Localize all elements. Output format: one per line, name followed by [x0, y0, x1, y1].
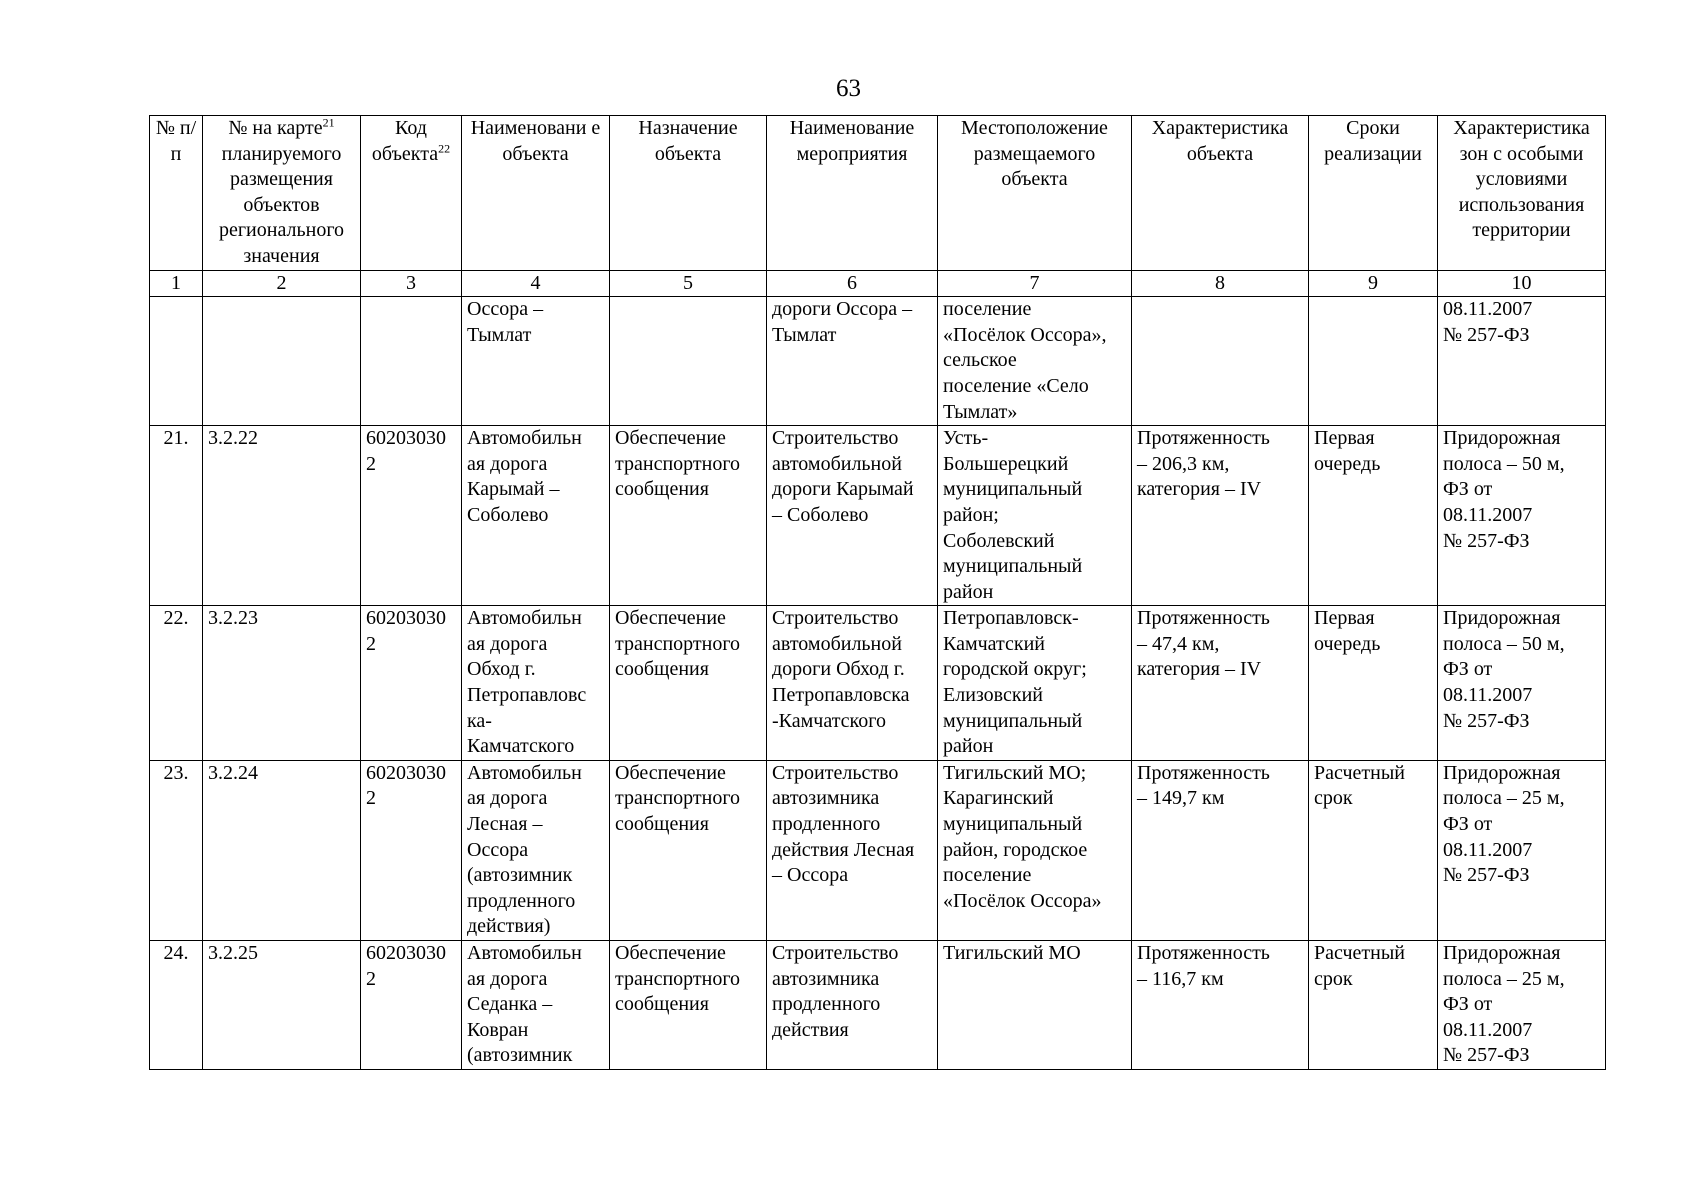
- cell-line: – 206,3 км,: [1137, 452, 1230, 475]
- table-body: [150, 297, 1606, 1070]
- cell-line: ая дорога: [467, 632, 548, 655]
- header-cell-terms: Сроки реализации: [1309, 116, 1438, 271]
- cell-line: срок: [1314, 967, 1353, 990]
- cell-line: муниципальный: [943, 478, 1083, 501]
- cell-line: Елизовский: [943, 684, 1044, 707]
- cell-line: Обход г.: [467, 658, 536, 681]
- header-cell-measure: Наименование мероприятия: [767, 116, 938, 271]
- cell-line: Карагинский: [943, 787, 1054, 810]
- column-number: 6: [767, 270, 938, 297]
- cell-line: № 257-ФЗ: [1443, 529, 1530, 552]
- cell-line: сообщения: [615, 658, 709, 681]
- cell-line: ФЗ от: [1443, 993, 1493, 1016]
- cell-measure: [767, 606, 938, 761]
- cell-line: 60203030: [366, 427, 446, 450]
- cell-num: [150, 297, 203, 426]
- cell-line: Обеспечение: [615, 607, 726, 630]
- footnote-ref-22: 22: [438, 140, 451, 155]
- cell-line: ая дорога: [467, 452, 548, 475]
- cell-line: муниципальный: [943, 709, 1083, 732]
- table-row: [150, 426, 1606, 606]
- cell-line: Обеспечение: [615, 761, 726, 784]
- cell-line: Протяженность: [1137, 761, 1270, 784]
- cell-code: [361, 426, 462, 606]
- cell-line: Автомобильн: [467, 607, 582, 630]
- cell-line: Лесная –: [467, 813, 543, 836]
- cell-line: Петропавловска: [772, 684, 910, 707]
- cell-line: Седанка –: [467, 993, 553, 1016]
- cell-num: 23.: [150, 760, 203, 940]
- cell-line: Обеспечение: [615, 942, 726, 964]
- cell-line: дороги Карымай: [772, 478, 914, 501]
- cell-line: 60203030: [366, 761, 446, 784]
- column-number: 10: [1438, 270, 1606, 297]
- cell-line: муниципальный: [943, 813, 1083, 836]
- cell-line: очередь: [1314, 452, 1381, 475]
- cell-line: 08.11.2007: [1443, 298, 1533, 321]
- cell-line: Автомобильн: [467, 761, 582, 784]
- cell-zones: [1438, 426, 1606, 606]
- cell-line: продленного: [467, 889, 576, 912]
- cell-line: полоса – 50 м,: [1443, 452, 1565, 475]
- cell-num: 21.: [150, 426, 203, 606]
- cell-terms: [1309, 941, 1438, 1070]
- cell-line: № 257-ФЗ: [1443, 864, 1530, 887]
- cell-line: (автозимник: [467, 864, 573, 887]
- column-number-row: [150, 270, 1606, 297]
- cell-line: -Камчатского: [772, 709, 886, 732]
- cell-line: – Соболево: [772, 503, 869, 526]
- header-cell-purpose: Назначение объекта: [610, 116, 767, 271]
- table-row: [150, 760, 1606, 940]
- cell-terms: [1309, 426, 1438, 606]
- cell-line: Ковран: [467, 1018, 529, 1041]
- cell-purpose: [610, 426, 767, 606]
- cell-line: 2: [366, 452, 376, 475]
- header-cell-characteristic: Характеристика объекта: [1132, 116, 1309, 271]
- header-cell-code: Код объекта$^{22}$: [361, 116, 462, 271]
- cell-line: район: [943, 735, 994, 758]
- cell-line: транспортного: [615, 632, 741, 655]
- cell-line: Строительство: [772, 427, 899, 450]
- cell-line: Первая: [1314, 607, 1375, 630]
- cell-line: № 257-ФЗ: [1443, 323, 1530, 346]
- cell-line: Тымлат»: [943, 400, 1018, 423]
- cell-line: Тымлат: [772, 323, 837, 346]
- cell-num: 22.: [150, 606, 203, 761]
- cell-line: продленного: [772, 813, 881, 836]
- cell-line: Соболево: [467, 503, 549, 526]
- cell-line: – Оссора: [772, 864, 849, 887]
- cell-line: Камчатского: [467, 735, 575, 758]
- cell-map-no: [203, 297, 361, 426]
- cell-line: Тигильский МО;: [943, 761, 1087, 784]
- header-cell-map-no: № на карте$^{21}$ планируемого размещения объектов регионального значения: [203, 116, 361, 271]
- header-cell-zones: Характеристика зон с особыми условиями использования территории: [1438, 116, 1606, 271]
- cell-name: [462, 606, 610, 761]
- header-cell-name: Наименовани е объекта: [462, 116, 610, 271]
- cell-line: «Посёлок Оссора»,: [943, 323, 1107, 346]
- cell-line: Автомобильн: [467, 427, 582, 450]
- cell-line: автомобильной: [772, 632, 902, 655]
- cell-line: 08.11.2007: [1443, 684, 1533, 707]
- cell-purpose: [610, 941, 767, 1070]
- cell-line: транспортного: [615, 787, 741, 810]
- column-number: 2: [203, 270, 361, 297]
- cell-line: дороги Оссора –: [772, 298, 913, 321]
- table-row: [150, 297, 1606, 426]
- cell-zones: [1438, 941, 1606, 1070]
- cell-line: категория – IV: [1137, 658, 1262, 681]
- cell-map-no: 3.2.22: [203, 426, 361, 606]
- cell-line: срок: [1314, 787, 1353, 810]
- cell-line: сообщения: [615, 813, 709, 836]
- cell-line: автозимника: [772, 787, 880, 810]
- cell-line: Протяженность: [1137, 427, 1270, 450]
- cell-line: транспортного: [615, 452, 741, 475]
- column-number: 3: [361, 270, 462, 297]
- page-number: 63: [836, 75, 861, 102]
- cell-terms: [1309, 297, 1438, 426]
- regional-objects-table: [149, 115, 1606, 1070]
- cell-characteristic: [1132, 941, 1309, 1070]
- cell-line: – 116,7 км: [1137, 967, 1224, 990]
- cell-line: «Посёлок Оссора»: [943, 889, 1102, 912]
- cell-name: [462, 941, 610, 1070]
- cell-purpose: [610, 606, 767, 761]
- cell-line: поселение: [943, 864, 1032, 887]
- cell-num: 24.: [150, 941, 203, 1070]
- cell-line: поселение: [943, 298, 1032, 321]
- cell-line: – 47,4 км,: [1137, 632, 1220, 655]
- cell-line: Строительство: [772, 607, 899, 630]
- footnote-ref-21: 21: [322, 115, 335, 130]
- cell-code: [361, 941, 462, 1070]
- cell-line: действия): [467, 915, 551, 938]
- header-cell-num: № п/п: [150, 116, 203, 271]
- cell-line: полоса – 25 м,: [1443, 967, 1565, 990]
- cell-name: [462, 760, 610, 940]
- cell-line: ФЗ от: [1443, 658, 1493, 681]
- cell-name: [462, 297, 610, 426]
- cell-line: 60203030: [366, 942, 446, 964]
- cell-line: Строительство: [772, 761, 899, 784]
- cell-line: ФЗ от: [1443, 478, 1493, 501]
- column-number: 4: [462, 270, 610, 297]
- cell-map-no: 3.2.24: [203, 760, 361, 940]
- cell-line: ая дорога: [467, 967, 548, 990]
- cell-line: 2: [366, 787, 376, 810]
- cell-line: Первая: [1314, 427, 1375, 450]
- cell-line: Соболевский: [943, 529, 1055, 552]
- cell-line: ая дорога: [467, 787, 548, 810]
- cell-map-no: 3.2.25: [203, 941, 361, 1070]
- cell-line: 08.11.2007: [1443, 503, 1533, 526]
- cell-measure: [767, 941, 938, 1070]
- cell-line: район;: [943, 503, 999, 526]
- cell-line: 2: [366, 967, 376, 990]
- column-number: 7: [938, 270, 1132, 297]
- cell-line: городской округ;: [943, 658, 1087, 681]
- header-cell-location: Местоположение размещаемого объекта: [938, 116, 1132, 271]
- cell-line: категория – IV: [1137, 478, 1262, 501]
- cell-zones: [1438, 606, 1606, 761]
- cell-line: Камчатский: [943, 632, 1046, 655]
- cell-line: полоса – 25 м,: [1443, 787, 1565, 810]
- cell-line: Расчетный: [1314, 942, 1405, 964]
- cell-line: район: [943, 580, 994, 603]
- cell-line: 60203030: [366, 607, 446, 630]
- cell-line: Карымай –: [467, 478, 560, 501]
- cell-line: Оссора –: [467, 298, 544, 321]
- cell-location: [938, 426, 1132, 606]
- cell-characteristic: [1132, 297, 1309, 426]
- cell-line: полоса – 50 м,: [1443, 632, 1565, 655]
- cell-characteristic: [1132, 760, 1309, 940]
- cell-line: Тымлат: [467, 323, 532, 346]
- cell-line: сельское: [943, 349, 1017, 372]
- cell-line: (автозимник: [467, 1044, 573, 1067]
- cell-location: [938, 941, 1132, 1070]
- cell-line: район, городское: [943, 838, 1088, 861]
- cell-characteristic: [1132, 606, 1309, 761]
- cell-line: 08.11.2007: [1443, 1018, 1533, 1041]
- cell-line: Строительство: [772, 942, 899, 964]
- cell-location: [938, 297, 1132, 426]
- cell-line: дороги Обход г.: [772, 658, 905, 681]
- cell-location: [938, 606, 1132, 761]
- cell-line: Петропавловс: [467, 684, 587, 707]
- cell-line: Придорожная: [1443, 761, 1561, 784]
- cell-line: 2: [366, 632, 376, 655]
- cell-line: ка-: [467, 709, 492, 732]
- cell-line: Придорожная: [1443, 607, 1561, 630]
- cell-line: Усть-: [943, 427, 989, 450]
- cell-line: действия Лесная: [772, 838, 915, 861]
- cell-line: транспортного: [615, 967, 741, 990]
- cell-zones: [1438, 297, 1606, 426]
- cell-line: Придорожная: [1443, 427, 1561, 450]
- column-number: 1: [150, 270, 203, 297]
- cell-purpose: [610, 760, 767, 940]
- cell-line: сообщения: [615, 993, 709, 1016]
- cell-terms: [1309, 760, 1438, 940]
- column-number: 8: [1132, 270, 1309, 297]
- cell-line: муниципальный: [943, 555, 1083, 578]
- cell-measure: [767, 297, 938, 426]
- cell-line: – 149,7 км: [1137, 787, 1225, 810]
- cell-line: действия: [772, 1018, 849, 1041]
- cell-terms: [1309, 606, 1438, 761]
- cell-line: Петропавловск-: [943, 607, 1079, 630]
- column-number: 9: [1309, 270, 1438, 297]
- cell-location: [938, 760, 1132, 940]
- cell-name: [462, 426, 610, 606]
- cell-line: 08.11.2007: [1443, 838, 1533, 861]
- cell-line: ФЗ от: [1443, 813, 1493, 836]
- cell-line: автомобильной: [772, 452, 902, 475]
- cell-line: Большерецкий: [943, 452, 1069, 475]
- cell-line: Протяженность: [1137, 607, 1270, 630]
- cell-line: Оссора: [467, 838, 529, 861]
- column-number: 5: [610, 270, 767, 297]
- cell-line: Придорожная: [1443, 942, 1561, 964]
- cell-measure: [767, 760, 938, 940]
- cell-code: [361, 297, 462, 426]
- cell-line: очередь: [1314, 632, 1381, 655]
- cell-line: Расчетный: [1314, 761, 1405, 784]
- cell-line: автозимника: [772, 967, 880, 990]
- cell-purpose: [610, 297, 767, 426]
- cell-line: сообщения: [615, 478, 709, 501]
- cell-line: поселение «Село: [943, 374, 1089, 397]
- table-row: [150, 606, 1606, 761]
- table-row: [150, 941, 1606, 1070]
- cell-measure: [767, 426, 938, 606]
- cell-map-no: 3.2.23: [203, 606, 361, 761]
- cell-line: № 257-ФЗ: [1443, 709, 1530, 732]
- cell-characteristic: [1132, 426, 1309, 606]
- table-header-row: [150, 116, 1606, 271]
- cell-line: Автомобильн: [467, 942, 582, 964]
- cell-line: Протяженность: [1137, 942, 1270, 964]
- cell-line: Тигильский МО: [943, 942, 1081, 964]
- cell-line: продленного: [772, 993, 881, 1016]
- cell-code: [361, 760, 462, 940]
- cell-line: Обеспечение: [615, 427, 726, 450]
- cell-zones: [1438, 760, 1606, 940]
- cell-line: № 257-ФЗ: [1443, 1044, 1530, 1067]
- cell-code: [361, 606, 462, 761]
